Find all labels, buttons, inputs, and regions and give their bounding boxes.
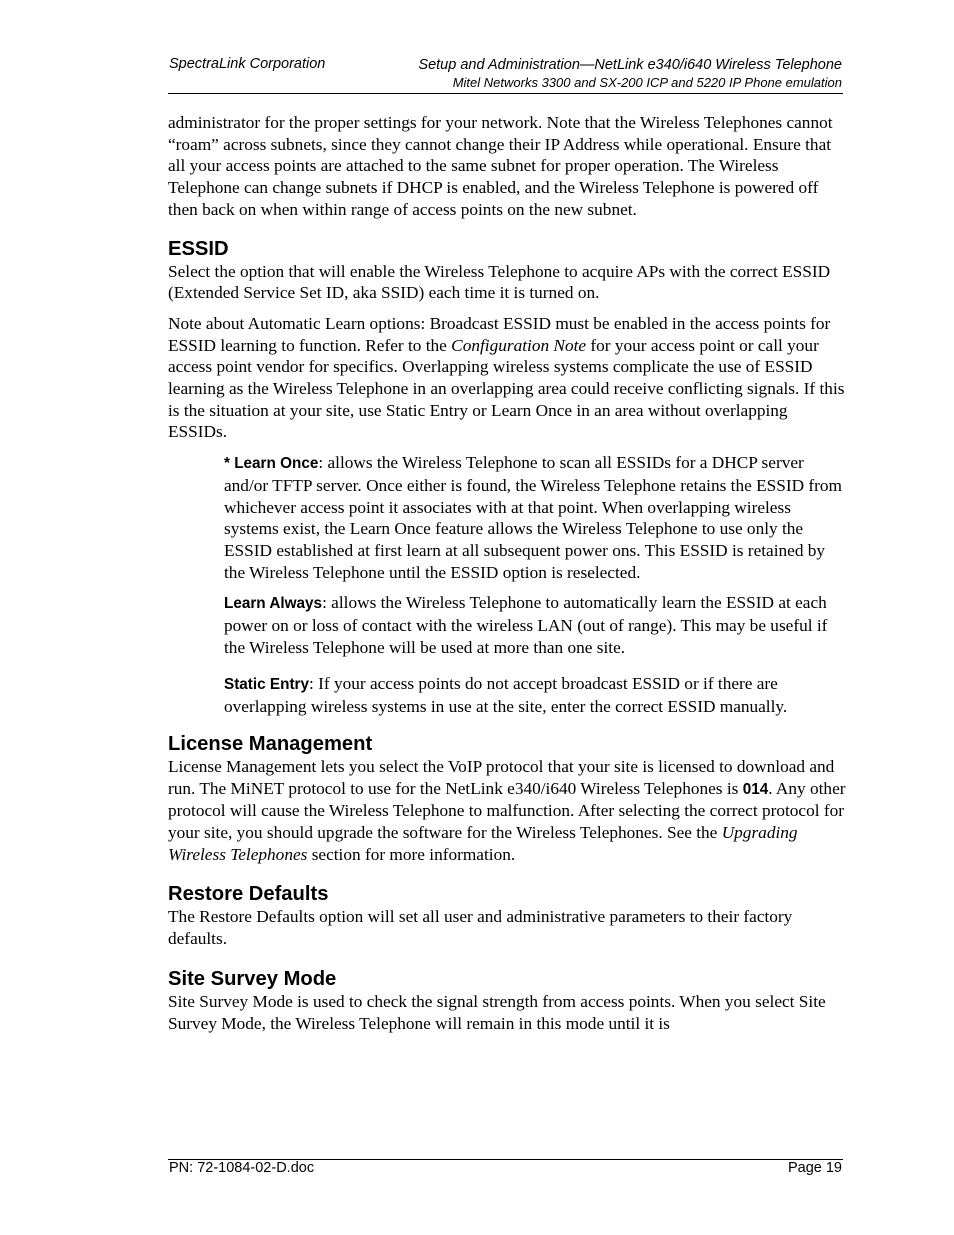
option-description: : If your access points do not accept broadcast ESSID or if there are overlapping wireless systems in use at the site, enter the correct ESSID manually. — [224, 674, 788, 717]
restore-heading: Restore Defaults — [168, 883, 329, 906]
option-description: : allows the Wireless Telephone to scan all ESSIDs for a DHCP server and/or TFTP server. Once either is found, the Wireless Telephone retains the ESSID from whichever access point it associates with at that point. When overlapping wireless systems exist, the Learn Once feature allows the Wireless Telephone to use only the ESSID established at first learn at all subsequent power ons. This ESSID is retained by the Wireless Telephone until the ESSID option is reselected. — [224, 453, 842, 582]
footer-page-number: Page 19 — [787, 1160, 842, 1176]
option-description: : allows the Wireless Telephone to automatically learn the ESSID at each power on or loss of contact with the wireless LAN (out of range). This may be useful if the Wireless Telephone will be used at more than one site. — [224, 593, 828, 657]
option-static-entry — [224, 673, 846, 717]
intro-paragraph: administrator for the proper settings for your network. Note that the Wireless Telephones cannot “roam” across subnets, since they cannot change their IP Address while operational. Ensure that all your access points are attached to the same subnet for proper operation. The Wireless Telephone can change subnets if DHCP is enabled, and the Wireless Telephone is powered off then back on when within range of access points on the new subnet. — [168, 113, 833, 219]
header-divider — [168, 93, 843, 94]
header-company: SpectraLink Corporation — [169, 56, 326, 72]
option-term: * Learn Once — [224, 455, 319, 473]
option-term: Static Entry — [224, 676, 310, 694]
license-text-3: section for more information. — [307, 844, 516, 864]
essid-note-text-2: for your access point or call your access point vendor for specifics. Overlapping wireless systems complicate the use of ESSID learning as the Wireless Telephone in an overlapping area could receive conflicting signals. If this is the situation at your site, use Static Entry or Learn Once in an area without overlapping ESSIDs. — [168, 335, 845, 442]
survey-heading: Site Survey Mode — [168, 967, 337, 990]
header-title: Setup and Administration—NetLink e340/i640 Wireless Telephone — [418, 57, 842, 73]
essid-paragraph-1: Select the option that will enable the Wireless Telephone to acquire APs with the correct ESSID (Extended Service Set ID, aka SSID) each time it is turned on. — [168, 261, 831, 303]
license-paragraph — [168, 756, 846, 866]
option-learn-always — [224, 592, 846, 658]
license-text-1: License Management lets you select the VoIP protocol that your site is licensed to download and run. The MiNET protocol to use for the NetLink e340/i640 Wireless Telephones is — [168, 756, 835, 798]
upgrading-section-reference: Upgrading Wireless Telephones — [168, 822, 798, 864]
document-body — [168, 112, 846, 1034]
footer-part-number: PN: 72-1084-02-D.doc — [169, 1160, 315, 1176]
essid-paragraph-2 — [168, 313, 846, 443]
header-subtitle: Mitel Networks 3300 and SX-200 ICP and 5220 IP Phone emulation — [452, 75, 842, 90]
license-text-2: . Any other protocol will cause the Wireless Telephone to malfunction. After selecting the correct protocol for your site, you should upgrade the software for the Wireless Telephones. See the — [168, 778, 846, 842]
header-title-block — [418, 56, 842, 91]
option-learn-once — [224, 452, 846, 583]
restore-paragraph: The Restore Defaults option will set all user and administrative parameters to their factory defaults. — [168, 907, 793, 949]
survey-paragraph: Site Survey Mode is used to check the signal strength from access points. When you select Site Survey Mode, the Wireless Telephone will remain in this mode until it is — [168, 991, 826, 1033]
option-term: Learn Always — [224, 595, 323, 613]
configuration-note-reference: Configuration Note — [451, 335, 587, 355]
essid-note-text-1: Note about Automatic Learn options: Broadcast ESSID must be enabled in the access points for ESSID learning to function. Refer to the — [168, 313, 831, 355]
essid-heading: ESSID — [168, 237, 229, 260]
protocol-code: 014 — [742, 780, 769, 798]
license-heading: License Management — [168, 732, 373, 755]
